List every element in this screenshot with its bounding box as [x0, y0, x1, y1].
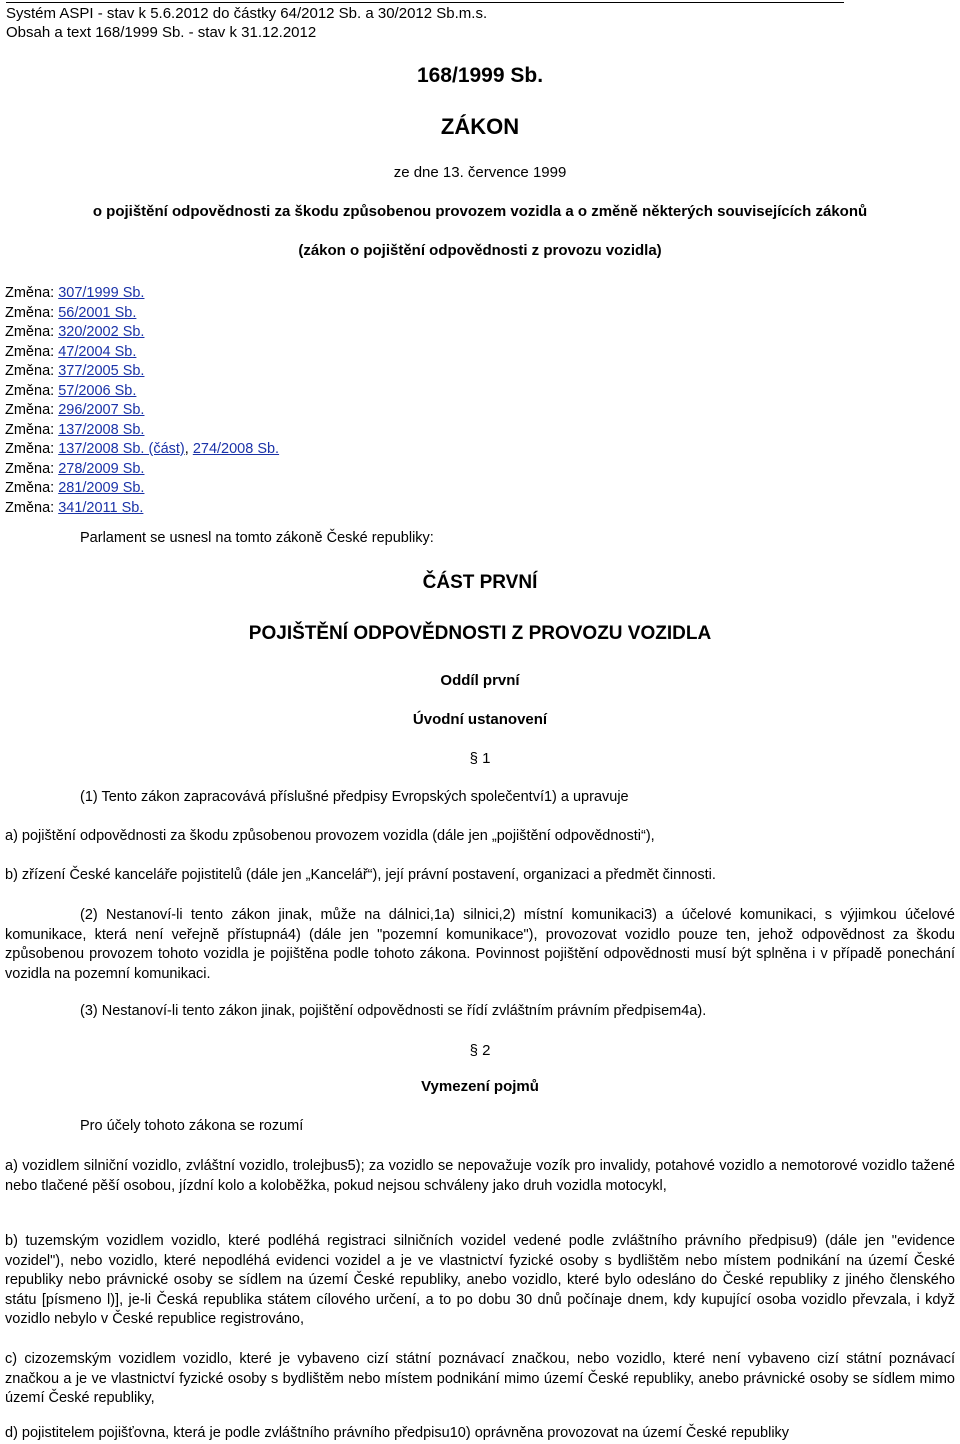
amendment-link[interactable]: 320/2002 Sb. — [58, 324, 145, 340]
paragraph-2-item-d: d) pojistitelem pojišťovna, která je podle zvláštního právního předpisu10) oprávněna provozovat na území České republiky — [5, 1425, 790, 1441]
paragraph-1-item-b: b) zřízení České kanceláře pojistitelů (dále jen „Kancelář“), její právní postavení, organizaci a předmět činnosti. — [5, 867, 716, 883]
paragraph-2-item-c: c) cizozemským vozidlem vozidlo, které je vybaveno cizí státní poznávací značkou, nebo vozidlo, které není vybaveno cizí státní poznávací značkou a je ve vlastnictví fyzické osoby s bydlištěm nebo místem podnikání mimo území České republiky, anebo právnické osoby se sídlem mimo území České republiky, — [5, 1351, 955, 1406]
header-rule — [6, 2, 844, 3]
paragraph-2-item-a: a) vozidlem silniční vozidlo, zvláštní vozidlo, trolejbus5); za vozidlo se nepovažuje vozík pro invalidy, potahové vozidlo a nemotorové vozidlo tažené nebo tlačené pěší osobou, jízdní kolo a koloběžka, pokud nejsou schváleny jako druh vozidla motocykl, — [5, 1158, 955, 1194]
amendment-link[interactable]: 137/2008 Sb. (část) — [58, 441, 185, 457]
law-title: o pojištění odpovědnosti za škodu způsobenou provozem vozidla a o změně některých souvisejících zákonů — [92, 203, 868, 220]
law-short-title: (zákon o pojištění odpovědnosti z provozu vozidla) — [298, 242, 662, 259]
amendment-link[interactable]: 57/2006 Sb. — [58, 382, 137, 399]
law-date: ze dne 13. července 1999 — [393, 164, 567, 181]
header-system-line: Systém ASPI - stav k 5.6.2012 do částky 64/2012 Sb. a 30/2012 Sb.m.s. — [6, 5, 488, 22]
paragraph-2-intro: Pro účely tohoto zákona se rozumí — [80, 1118, 304, 1134]
paragraph-2-symbol: § 2 — [469, 1042, 491, 1059]
amendment-link[interactable]: 281/2009 Sb. — [58, 480, 145, 496]
header-content-line: Obsah a text 168/1999 Sb. - stav k 31.12.2012 — [6, 24, 317, 41]
amendment-item — [5, 362, 144, 382]
amendment-item — [5, 421, 144, 441]
amendment-item — [5, 460, 144, 480]
amendment-label: Změna: — [5, 343, 59, 360]
amendment-item — [5, 382, 136, 402]
amendment-link[interactable]: 274/2008 Sb. — [192, 441, 280, 457]
amendment-item — [5, 401, 144, 421]
amendment-label: Změna: — [5, 285, 59, 301]
amendment-label: Změna: — [5, 421, 59, 438]
part-heading: ČÁST PRVNÍ — [422, 572, 538, 593]
amendment-link[interactable]: 296/2007 Sb. — [58, 402, 145, 418]
amendment-label: Změna: — [5, 363, 59, 379]
amendment-link[interactable]: 137/2008 Sb. — [58, 421, 145, 438]
amendment-link[interactable]: 307/1999 Sb. — [58, 285, 145, 301]
amendment-link[interactable]: 377/2005 Sb. — [58, 363, 145, 379]
amendment-label: Změna: — [5, 402, 59, 418]
paragraph-2-item-b: b) tuzemským vozidlem vozidlo, které podléhá registraci silničních vozidel vedené podle zvláštního právního předpisu9) (dále jen "evidence vozidel"), nebo vozidlo, které nepodléhá evidenci vozidel a je ve vlastnictví fyzické osoby s bydlištěm nebo místem podnikání na území České republiky nebo právnické osoby se sídlem na území České republiky, anebo vozidlo, které bylo odesláno do České republiky z jiného členského státu [písmeno l)], je-li Česká republika státem cílového určení, a to po dobu 30 dnů počínaje dnem, kdy kupující osoba vozidlo převzala, i když vozidlo nebylo v České republice registrováno, — [5, 1233, 955, 1327]
paragraph-1-clause-3: (3) Nestanoví-li tento zákon jinak, pojištění odpovědnosti se řídí zvláštním právním předpisem4a). — [80, 1003, 707, 1019]
amendment-label: Změna: — [5, 324, 59, 340]
amendment-link[interactable]: 341/2011 Sb. — [58, 499, 144, 516]
amendment-item — [5, 284, 144, 304]
amendment-label: Změna: — [5, 441, 59, 457]
section-title: Úvodní ustanovení — [412, 711, 548, 728]
preamble: Parlament se usnesl na tomto zákoně České republiky: — [80, 530, 434, 546]
amendment-label: Změna: — [5, 460, 59, 477]
amendment-link[interactable]: 278/2009 Sb. — [58, 460, 145, 477]
amendment-link[interactable]: 56/2001 Sb. — [58, 304, 137, 321]
amendment-item — [5, 343, 136, 363]
law-type: ZÁKON — [440, 114, 520, 139]
paragraph-1-item-a: a) pojištění odpovědnosti za škodu způsobenou provozem vozidla (dále jen „pojištění odpovědnosti“), — [5, 828, 655, 844]
law-number: 168/1999 Sb. — [416, 64, 544, 87]
part-title: POJIŠTĚNÍ ODPOVĚDNOSTI Z PROVOZU VOZIDLA — [248, 623, 712, 644]
section-heading: Oddíl první — [440, 672, 520, 689]
amendment-item — [5, 304, 136, 324]
paragraph-1-symbol: § 1 — [469, 750, 491, 767]
amendment-item — [5, 499, 143, 519]
amendment-label: Změna: — [5, 304, 59, 321]
amendment-label: Změna: — [5, 480, 59, 496]
amendment-item — [5, 479, 144, 499]
amendment-link[interactable]: 47/2004 Sb. — [58, 343, 137, 360]
amendment-item — [5, 440, 279, 460]
amendment-separator: , — [184, 441, 193, 457]
paragraph-1-clause-2: (2) Nestanoví-li tento zákon jinak, může na dálnici,1a) silnici,2) místní komunikaci3) a účelové komunikaci, s výjimkou účelové komunikace, která není veřejně přístupná4) (dále jen "pozemní komunikace"), provozovat vozidlo pouze ten, jehož odpovědnost za škodu způsobenou provozem tohoto vozidla je pojištěna podle tohoto zákona. Povinnost pojištění odpovědnosti musí být splněna i v případě ponechání vozidla na pozemní komunikaci. — [5, 907, 955, 982]
amendment-label: Změna: — [5, 382, 59, 399]
amendment-item — [5, 323, 144, 343]
paragraph-1-clause-1: (1) Tento zákon zapracovává příslušné předpisy Evropských společentví1) a upravuje — [80, 789, 629, 805]
amendment-label: Změna: — [5, 499, 59, 516]
paragraph-2-title: Vymezení pojmů — [421, 1078, 539, 1095]
